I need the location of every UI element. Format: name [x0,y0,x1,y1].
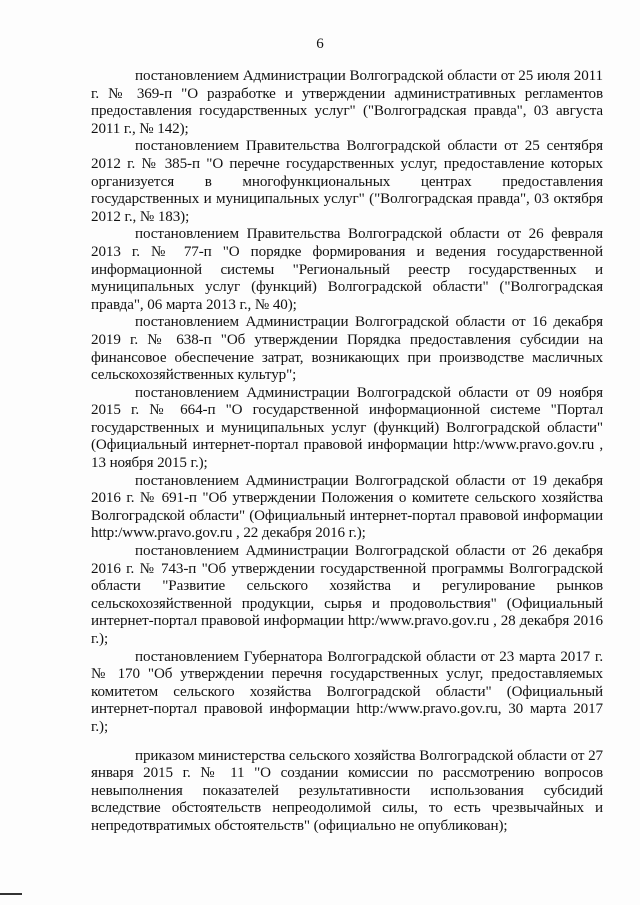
paragraph-regulation-369: постановлением Администрации Волгоградской области от 25 июля 2011 г. № 369-п "О разработке и утверждении административных регламентов предоставления государственных услуг" ("Волгоградская правда", 03 августа 2011 г., № 142); [91,68,603,137]
paragraph-regulation-77: постановлением Правительства Волгоградской области от 26 февраля 2013 г. № 77-п "О порядке формирования и ведения государственной информационной системы "Региональный реестр государственных и муниципальных услуг (функций) Волгоградской области" ("Волгоградская правда", 06 марта 2013 г., № 40); [91,226,603,313]
scan-edge-mark [0,893,22,895]
paragraph-regulation-385: постановлением Правительства Волгоградской области от 25 сентября 2012 г. № 385-п "О перечне государственных услуг, предоставление которых организуется в многофункциональных центрах предоставления государственных и муниципальных услуг" ("Волгоградская правда", 03 октября 2012 г., № 183); [91,138,603,225]
paragraph-regulation-664: постановлением Администрации Волгоградской области от 09 ноября 2015 г. № 664-п "О государственной информационной системе "Портал государственных и муниципальных услуг (функций) Волгоградской области" (Официальный интернет-портал правовой информации http:/www.pravo.gov.ru , 13 ноября 2015 г.); [91,384,603,472]
paragraph-order-11: приказом министерства сельского хозяйства Волгоградской области от 27 января 2015 г. № 11 "О создании комиссии по рассмотрению вопросов невыполнения показателей результативности использования субсидий вследствие обстоятельств непреодолимой силы, то есть чрезвычайных и непредотвратимых обстоятельств" (официально не опубликован); [91,747,603,834]
page-number: 6 [316,36,324,52]
document-body [91,68,603,836]
paragraph-regulation-638: постановлением Администрации Волгоградской области от 16 декабря 2019 г. № 638-п "Об утверждении Порядка предоставления субсидии на финансовое обеспечение затрат, возникающих при производстве масличных сельскохозяйственных культур"; [91,314,603,384]
paragraph-regulation-691: постановлением Администрации Волгоградской области от 19 декабря 2016 г. № 691-п "Об утверждении Положения о комитете сельского хозяйства Волгоградской области" (Официальный интернет-портал правовой информации http:/www.pravo.gov.ru , 22 декабря 2016 г.); [91,472,603,542]
paragraph-regulation-170: постановлением Губернатора Волгоградской области от 23 марта 2017 г. № 170 "Об утверждении перечня государственных услуг, предоставляемых комитетом сельского хозяйства Волгоградской области" (Официальный интернет-портал правовой информации http:/www.pravo.gov.ru, 30 марта 2017 г.); [91,648,603,735]
paragraph-regulation-743: постановлением Администрации Волгоградской области от 26 декабря 2016 г. № 743-п "Об утверждении государственной программы Волгоградской области "Развитие сельского хозяйства и регулирование рынков сельскохозяйственной продукции, сырья и продовольствия" (Официальный интернет-портал правовой информации http:/www.pravo.gov.ru , 28 декабря 2016 г.); [91,543,603,647]
